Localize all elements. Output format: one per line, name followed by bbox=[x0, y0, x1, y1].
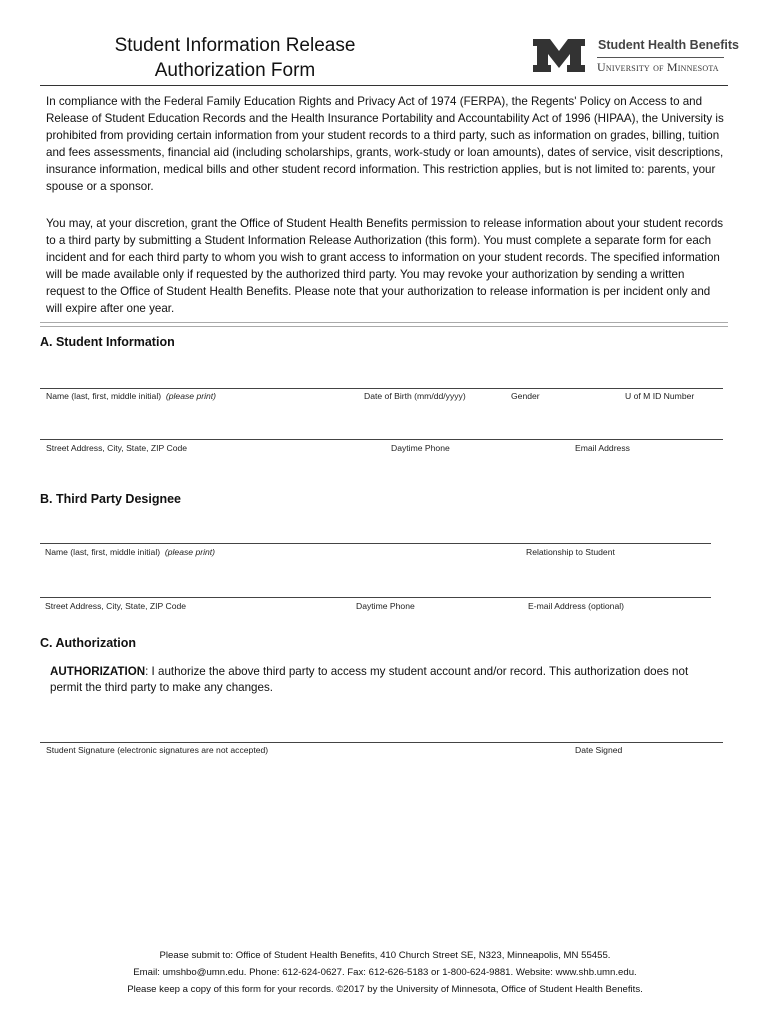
section-b-heading: B. Third Party Designee bbox=[40, 492, 182, 506]
form-title-line2: Authorization Form bbox=[154, 60, 316, 81]
signature-line bbox=[40, 742, 723, 743]
form-title-line1: Student Information Release bbox=[114, 35, 356, 56]
footer-copyright: Please keep a copy of this form for your records. ©2017 by the University of Minnesota, Office of Student Health Benefits. bbox=[127, 984, 643, 995]
authorization-statement bbox=[50, 664, 710, 695]
student-address-field[interactable]: Street Address, City, State, ZIP Code bbox=[46, 443, 188, 453]
designee-line-2 bbox=[40, 597, 711, 598]
student-id-field[interactable]: U of M ID Number bbox=[625, 391, 695, 401]
intro-paragraph-2: You may, at your discretion, grant the Office of Student Health Benefits permission to release information about your student records to a third party by submitting a Student Information Release Authorization (this form). You must complete a separate form for each incident and for each third party to whom you wish to grant access to information on your student records. The specified information will be made available only if requested by the authorized third party. You may revoke your authorization by sending a written request to the Office of Student Health Benefits. Please note that your authorization to release information is per incident only and will expire after one year. bbox=[46, 217, 724, 315]
footer-contact: Email: umshbo@umn.edu. Phone: 612-624-0627. Fax: 612-626-5183 or 1-800-624-9881. Website: www.shb.umn.edu. bbox=[133, 967, 637, 978]
designee-relationship-field[interactable]: Relationship to Student bbox=[526, 547, 615, 557]
university-m-logo bbox=[533, 39, 585, 72]
designee-name-label: Name (last, first, middle initial) bbox=[45, 547, 161, 557]
date-signed-field[interactable]: Date Signed bbox=[575, 745, 623, 755]
student-dob-field[interactable]: Date of Birth (mm/dd/yyyy) bbox=[364, 391, 466, 401]
student-phone-field[interactable]: Daytime Phone bbox=[391, 443, 450, 453]
footer-submit-address: Please submit to: Office of Student Health Benefits, 410 Church Street SE, N323, Minneapolis, MN 55455. bbox=[159, 950, 611, 961]
designee-email-field[interactable]: E-mail Address (optional) bbox=[528, 601, 625, 611]
authorization-text: : I authorize the above third party to access my student account and/or record. This authorization does not permit the third party to make any changes. bbox=[50, 665, 689, 694]
university-name: University of Minnesota bbox=[597, 60, 719, 74]
student-name-label: Name (last, first, middle initial) bbox=[46, 391, 162, 401]
designee-phone-field[interactable]: Daytime Phone bbox=[356, 601, 415, 611]
signature-field[interactable]: Student Signature (electronic signatures are not accepted) bbox=[46, 745, 269, 755]
brand-divider bbox=[597, 57, 724, 58]
designee-line-1 bbox=[40, 543, 711, 544]
designee-address-field[interactable]: Street Address, City, State, ZIP Code bbox=[45, 601, 187, 611]
student-info-line-2 bbox=[40, 439, 723, 440]
authorization-lead: AUTHORIZATION bbox=[50, 665, 146, 678]
designee-name-field[interactable] bbox=[45, 547, 215, 557]
student-name-hint: (please print) bbox=[165, 391, 217, 401]
student-name-field[interactable] bbox=[46, 391, 216, 401]
section-a-heading: A. Student Information bbox=[40, 335, 175, 349]
intro-paragraph-1: In compliance with the Federal Family Education Rights and Privacy Act of 1974 (FERPA), the Regents' Policy on Access to and Release of Student Education Records and the Health Insurance Portability and Accountability Act of 1996 (HIPAA), the University is prohibited from providing certain information from your student records to a third party, such as information on grades, billing, tuition and fees assessments, financial aid (including scholarships, grants, work-study or loan amounts), dates of service, visit descriptions, insurance information, medical bills and other student record information. This restriction applies, but is not limited to: parents, your spouse or a sponsor. bbox=[46, 95, 724, 193]
form-title bbox=[110, 33, 360, 83]
designee-name-hint: (please print) bbox=[164, 547, 216, 557]
brand-name: Student Health Benefits bbox=[598, 38, 739, 52]
student-email-field[interactable]: Email Address bbox=[575, 443, 630, 453]
student-gender-field[interactable]: Gender bbox=[511, 391, 540, 401]
section-c-heading: C. Authorization bbox=[40, 636, 137, 650]
section-divider bbox=[40, 322, 728, 327]
student-info-line-1 bbox=[40, 388, 723, 389]
header-rule bbox=[40, 85, 728, 86]
